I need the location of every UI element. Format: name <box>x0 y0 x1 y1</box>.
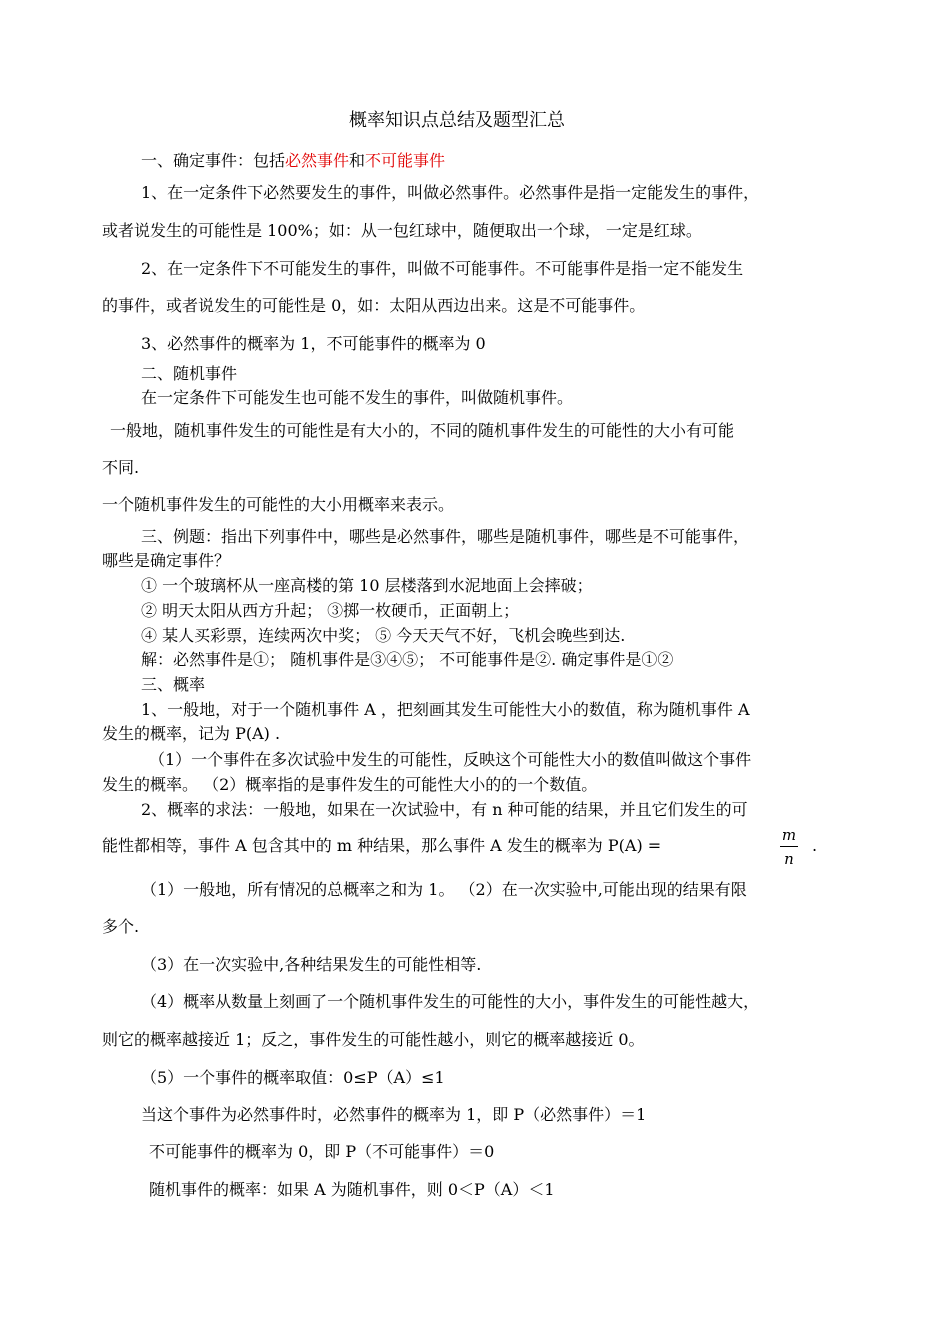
paragraph-line: 2、在一定条件下不可能发生的事件，叫做不可能事件。不可能事件是指一定不能发生 <box>141 259 744 278</box>
section1-heading <box>141 150 445 172</box>
fraction-denominator: n <box>784 850 794 868</box>
paragraph-line: 不同. <box>102 458 140 477</box>
highlight-impossible-event: 不可能事件 <box>365 151 446 170</box>
paragraph-line: 2、概率的求法：一般地，如果在一次试验中，有 n 种可能的结果，并且它们发生的可 <box>141 800 748 819</box>
note-line: 当这个事件为必然事件时，必然事件的概率为 1，即 P（必然事件）＝1 <box>141 1105 647 1124</box>
paragraph-line: 1、一般地，对于一个随机事件 A ，把刻画其发生可能性大小的数值，称为随机事件 A <box>141 700 750 719</box>
paragraph-line: 3、必然事件的概率为 1，不可能事件的概率为 0 <box>141 334 486 353</box>
note-line: （4）概率从数量上刻画了一个随机事件发生的可能性的大小，事件发生的可能性越大， <box>141 992 760 1011</box>
example-question: 哪些是确定事件？ <box>102 551 231 570</box>
highlight-certain-event: 必然事件 <box>285 151 350 170</box>
section3-heading: 三、概率 <box>141 675 206 694</box>
note-line: （3）在一次实验中,各种结果发生的可能性相等. <box>141 955 482 974</box>
heading-prefix: 一、确定事件：包括 <box>141 151 286 170</box>
example-item: ② 明天太阳从西方升起； ③掷一枚硬币，正面朝上； <box>141 601 520 620</box>
paragraph-line: 发生的概率，记为 P(A) . <box>102 724 281 743</box>
heading-connector: 和 <box>349 151 366 170</box>
paragraph-line: 或者说发生的可能性是 100%；如：从一包红球中，随便取出一个球， 一定是红球。 <box>102 221 702 240</box>
note-line: 随机事件的概率：如果 A 为随机事件，则 0＜P（A）＜1 <box>149 1180 555 1199</box>
sentence-period: . <box>812 836 818 855</box>
paragraph-line: 一个随机事件发生的可能性的大小用概率来表示。 <box>102 495 455 514</box>
example-item: ④ 某人买彩票，连续两次中奖； ⑤ 今天天气不好，飞机会晚些到达. <box>141 626 626 645</box>
section2-heading: 二、随机事件 <box>141 364 238 383</box>
example-answer: 解：必然事件是①； 随机事件是③④⑤； 不可能事件是②. 确定事件是①② <box>141 650 674 669</box>
paragraph-line: 的事件，或者说发生的可能性是 0，如：太阳从西边出来。这是不可能事件。 <box>102 296 646 315</box>
note-line: （5）一个事件的概率取值：0≤P（A）≤1 <box>141 1068 445 1087</box>
paragraph-line: 1、在一定条件下必然要发生的事件，叫做必然事件。必然事件是指一定能发生的事件， <box>141 183 760 202</box>
paragraph-line: 一般地，随机事件发生的可能性是有大小的，不同的随机事件发生的可能性的大小有可能 <box>110 421 735 440</box>
note-line: 多个. <box>102 917 140 936</box>
note-line: （1）一般地，所有情况的总概率之和为 1。 （2）在一次实验中,可能出现的结果有限 <box>141 880 747 899</box>
note-line: 不可能事件的概率为 0，即 P（不可能事件）＝0 <box>149 1142 495 1161</box>
page-title: 概率知识点总结及题型汇总 <box>349 110 565 131</box>
paragraph-line: 能性都相等，事件 A 包含其中的 m 种结果，那么事件 A 发生的概率为 P(A) = <box>102 836 662 855</box>
paragraph-line: （1）一个事件在多次试验中发生的可能性，反映这个可能性大小的数值叫做这个事件 <box>149 750 752 769</box>
fraction-numerator: m <box>781 826 797 844</box>
note-line: 则它的概率越接近 1；反之，事件发生的可能性越小，则它的概率越接近 0。 <box>102 1030 645 1049</box>
paragraph-line: 发生的概率。 （2）概率指的是事件发生的可能性大小的的一个数值。 <box>102 775 598 794</box>
example-item: ① 一个玻璃杯从一座高楼的第 10 层楼落到水泥地面上会摔破； <box>141 576 593 595</box>
fraction-bar <box>780 846 798 847</box>
example-question: 三、例题：指出下列事件中，哪些是必然事件，哪些是随机事件，哪些是不可能事件， <box>141 527 750 546</box>
paragraph-line: 在一定条件下可能发生也可能不发生的事件，叫做随机事件。 <box>141 388 574 407</box>
